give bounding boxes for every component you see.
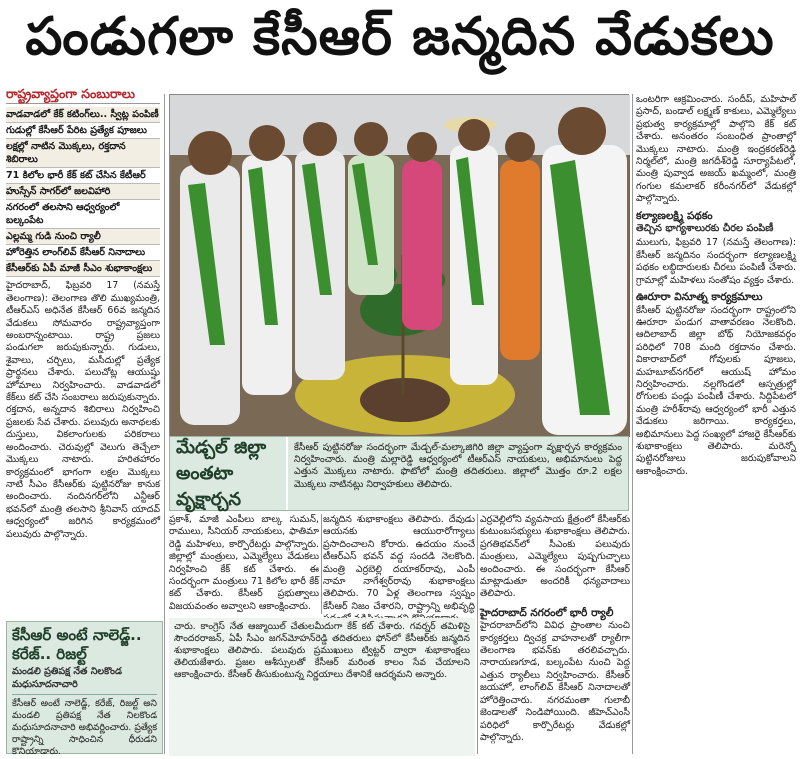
highlight-item: నగరంలో తలసాని ఆధ్వర్యంలో బల్కంపేట [6,200,160,229]
subheading: ఊరూరా వినూత్న కార్యక్రమాలు [636,291,763,304]
highlight-item: హుస్సేన్ సాగర్‌లో జలవిహారి [6,184,160,200]
caption-title-line2: అంతటా వృక్షార్చన [176,462,242,510]
news-photo [169,94,629,436]
highlight-item: 71 కిలోల భారీ కేక్ కట్ చేసిన కేటీఆర్ [6,168,160,184]
photo-illustration [170,95,630,437]
right-column [636,94,796,754]
column-divider [632,94,633,754]
middle-column-2 [323,514,475,614]
highlight-item: కేసీఆర్‌కు ఏపీ మాజీ సీఎం శుభాకాంక్షలు [6,261,160,277]
column-divider [477,514,478,754]
page-headline: పండుగలా కేసీఆర్ జన్మదిన వేడుకలు [25,6,775,67]
article-body: ములుగు, ఫిబ్రవరి 17 (నమస్తే తెలంగాణ): కేసీఆర్ జన్మదినం సందర్భంగా కల్యాణలక్ష్మి పథకం లబ్ధిదారులకు చీరలు పంపిణీ చేశారు. గ్రామాల్లో మహిళలు సంతోషం వ్యక్తం చేశారు. [636,237,796,286]
left-column [6,88,160,608]
subheading: హైదరాబాద్ నగరంలో భారీ ర్యాలీ [480,606,614,619]
highlight-item: గుడుల్లో కేసీఆర్ పేరిట ప్రత్యేక పూజలు [6,123,160,139]
article-body: జన్మదిన శుభాకాంక్షలు తెలిపారు. దేవుడు ఆయనకు ఆయురారోగ్యాలు ప్రసాదించాలని కోరారు. ఉదయం నుంచే టీఆర్‌ఎస్ భవన్ వద్ద సందడి నెలకొంది. మంత్రి ఎర్రబెల్లి దయాకర్‌రావు, ఎంపీ నామా నాగేశ్వర్‌రావు శుభాకాంక్షలు తెలిపారు. 70 ఏళ్ల తెలంగాణ స్వప్నం కేసీఆర్ నిజం చేశారని, రాష్ట్రాన్ని అభివృద్ధి [323,514,475,612]
highlight-item: వాడవాడలో కేక్ కటింగ్‌లు.. స్వీట్ల పంపిణీ [6,107,160,123]
caption-text: కేసీఆర్ పుట్టినరోజు సందర్భంగా మేడ్చల్-మల్కాజిగిరి జిల్లా వ్యాప్తంగా వృక్షార్చన కార్యక్రమం నిర్వహించారు. మంత్రి మల్లారెడ్డి ఆధ్వర్యంలో టీఆర్‌ఎస్ నాయకులు, అభిమానులు పెద్ద ఎత్తున మొక్కలు నాటారు. ఫొటోలో మంత్రి తదితరులు. జిల్లాలో మొత్తం రూ.2 లక్షల మొక్కలు నాటినట్లు నిర్వాహకులు తెలిపారు. [294,442,622,490]
article-body: హైదరాబాద్‌లోని వివిధ ప్రాంతాల నుంచి కార్యకర్తలు ద్విచక్ర వాహనాలతో ర్యాలీగా తెలంగాణ భవన్‌కు తరలివచ్చారు. నారాయణగూడ, బల్కంపేట నుంచి పెద్ద ఎత్తున ర్యాలీలు నిర్వహించారు. కేసీఆర్ జయహో, లాంగ్‌లివ్ కేసీఆర్ నినాదాలతో హోరెత్తించారు. నగరమంతా గులాబీ జెండాలతో నిండిపోయింది. జీహెచ్‌ఎంసీ పరిధిలో కార్పొరేటర్లు వేడుకల్లో పాల్గొన్నారు. [480,620,630,743]
caption-title-line1: మేడ్చల్ జిల్లా [176,436,267,458]
highlight-item: ఎల్లమ్మ గుడి నుంచి ర్యాలీ [6,229,160,245]
caption-title [170,437,288,510]
article-body: చారు. కాంగ్రెస్ నేత ఆజ్మాయిల్ చేతులమీదుగా కేక్ కట్ చేశారు. గవర్నర్ తమిళిసై సౌందరరాజన్, ఏపీ సీఎం జగన్‌మోహన్‌రెడ్డి తదితరులు ఫోన్‌లో కేసీఆర్‌కు జన్మదిన శుభాకాంక్షలు తెలిపారు. పలువురు ప్రముఖులు ట్విట్టర్ ద్వారా శుభాకాంక్షలు తెలియజేశారు. ప్రజల ఆశీస్సులతో కేసీఆర్ మరింత కాలం సేవ చేయాలని ఆకాంక్షించారు. కేసీఆర్ తీసుకుంటున్న నిర్ణయాలు దేశానికే ఆదర్శమని అన్నారు. [174,621,470,680]
sub-subheading: తెచ్చిన భాగ్యశాలురకు చీరల పంపిణీ [636,223,774,235]
article-body: హైదరాబాద్, ఫిబ్రవరి 17 (నమస్తే తెలంగాణ): తెలంగాణ తొలి ముఖ్యమంత్రి, టీఆర్‌ఎస్ అధినేత కేసీఆర్ 66వ జన్మదిన వేడుకలు సోమవారం రాష్ట్రవ్యాప్తంగా అంబరాన్నంటాయి. రాష్ట్ర ప్రజలు పండుగలా జరుపుకున్నారు. గుడులు, శైవాలు, చర్చిలు, మసీదుల్లో ప్రత్యేక ప్రార్థనలు చేశారు. పలుచోట్ల ఆయుష్షు హోమాలు నిర్వహించారు. వాడవాడలో కేక్‌లు కట్ చేసి సంబరాలు జరుపుకున్నారు. రక్తదాన, అన్నదాన శిబిరాలు నిర్వహించి ప్రజలకు సేవ చేశారు. పలువురు అనాథలకు దుస్తులు, వికలాంగులకు పరికరాలు అందించారు. చెరువుల్లో వెలుగు తెచ్చేలా మొక్కలు నాటారు. హరితహారం కార్యక్రమంలో భాగంగా లక్షల మొక్కలు నాటి సీఎం కేసీఆర్‌కు పుట్టినరోజు కానుక అందించారు. నందినగర్‌లోని ఎన్టీఆర్ భవన్‌లో మంత్రి తలసాని శ్రీనివాస్ యాదవ్ ఆధ్వర్యంలో జరిగిన కార్యక్రమంలో పలువురు పాల్గొన్నారు. [6,280,161,540]
middle-column-3 [480,514,630,754]
sidebar-story-text: కేసీఆర్ అంటే నాలెడ్జ్, కరేజ్, రిజల్ట్ అని మండలి ప్రతిపక్ష నేత నిలకొండ మధుసూదనాచారి అభివర్ణించారు. ప్రత్యేక రాష్ట్రాన్ని సాధించిన ధీరుడని కొనియాడారు. [12,698,157,757]
column-divider [321,514,322,614]
article-body: కేసీఆర్ పుట్టినరోజు సందర్భంగా రాష్ట్రంలోని ఊరూరా పండుగ వాతావరణం నెలకొంది. ఆదిలాబాద్ జిల్లా బోథ్ నియోజకవర్గం పరిధిలో 708 మంది రక్తదానం చేశారు. వికారాబాద్‌లో గోవులకు పూజలు, మహబూబ్‌నగర్‌లో ఆయుష్ హోమం నిర్వహించారు. నల్లగొండలో ఆస్పత్రుల్లో రోగులకు పండ్లు పంపిణీ చేశారు. సిద్దిపేటలో మంత్రి హరీశ్‌రావు ఆధ్వర్యంలో భారీ ఎత్తున వేడుకలు జరిగాయి. కార్యకర్తలు, అభిమానులు పెద్ద సంఖ్యలో హాజరై కేసీఆర్‌కు శుభాకాంక్షలు తెలిపారు. మరెన్నో పుట్టినరోజులు జరుపుకోవాలని ఆకాంక్షించారు. [636,304,796,477]
highlights-list [6,107,160,277]
column-divider [164,94,165,754]
article-body: ప్రకాశ్, మాజీ ఎంపీలు బాల్క సుమన్, రాములు, సీనియర్ నాయకులు, ఫాతిమా రెడ్డి మహిళలు, కార్పొరేటర్లు పాల్గొన్నారు. జిల్లాల్లో మంత్రులు, ఎమ్మెల్యేలు వేడుకలు నిర్వహించి కేక్ కట్ చేశారు. ఈ సందర్భంగా మంత్రులు 71 కిలోల భారీ కేక్ కట్ చేశారు. కేసీఆర్ ప్రభుత్వాలు విజయవంతం అవ్వాలని ఆకాంక్షించారు. [169,514,319,612]
highlight-item: లక్షల్లో నాటిన మొక్కలు, రక్తదాన శిబిరాలు [6,139,160,168]
highlight-item: హోరెత్తిన లాంగ్‌లివ్ కేసీఆర్ నినాదాలు [6,245,160,261]
sidebar-story-title: కేసీఆర్ అంటే నాలెడ్జ్.. కరేజ్.. రిజల్ట్ [12,626,142,663]
article-body: ఒంటరిగా ఆక్రమించారు. సందీప్, మహిపాల్ ప్రసాద్, బండాల్ లక్ష్మణ్ కాకులు, ఎమ్మెల్యేలు ప్రభుత్వ కార్యక్రమాల్లో పాల్గొని కేక్ కట్ చేశారు. అనంతరం సంబంధిత ప్రాంతాల్లో మొక్కలు నాటారు. మంత్రి ఇంద్రకరణ్‌రెడ్డి నిర్మల్‌లో, మంత్రి జగదీశ్‌రెడ్డి సూర్యాపేటలో, మంత్రి పువ్వాడ అజయ్ ఖమ్మంలో, మంత్రి గంగుల కమలాకర్ కరీంనగర్‌లో వేడుకల్లో పాల్గొన్నారు. [636,94,796,205]
bottom-middle-text [169,618,475,756]
photo-caption-box [169,436,629,511]
article-body: ఎర్రవెల్లిలోని వ్యవసాయ క్షేత్రంలో కేసీఆర్‌కు కుటుంబసభ్యులు శుభాకాంక్షలు తెలిపారు. ప్రగతిభవన్‌లో సీఎంకు పలువురు మంత్రులు, ఎమ్మెల్యేలు పుష్పగుచ్ఛాలు అందించారు. ఈ సందర్భంగా కేసీఆర్ మాట్లాడుతూ అందరికీ ధన్యవాదాలు తెలిపారు. [480,514,630,600]
sidebar-story-box [6,621,163,757]
section-strap: రాష్ట్రవ్యాప్తంగా సంబురాలు [6,88,160,104]
subheading: కల్యాణలక్ష్మి పథకం [636,209,713,222]
sidebar-story-subtitle: మండలి ప్రతిపక్ష నేత నిలకొండ మధుసూదనాచారి [12,666,157,695]
middle-column-1 [169,514,319,614]
